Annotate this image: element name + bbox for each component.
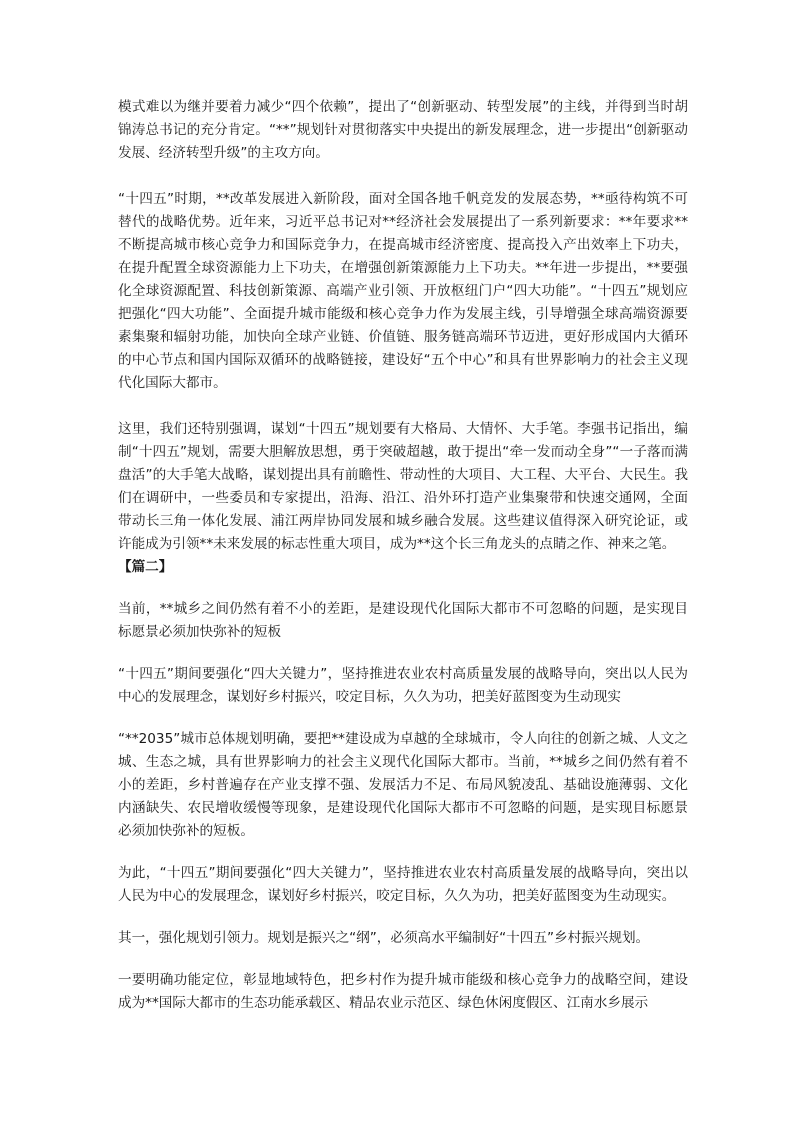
paragraph-urban-rural-gap-summary: 当前，**城乡之间仍然有着不小的差距，是建设现代化国际大都市不可忽略的问题，是实现目标愿景必须加快弥补的短板 — [118, 601, 688, 640]
document-page — [118, 96, 688, 1015]
paragraph-clarify-function: 一要明确功能定位，彰显地域特色，把乡村作为提升城市能级和核心竞争力的战略空间，建设成为**国际大都市的生态功能承载区、精品农业示范区、绿色休闲度假区、江南水乡展示 — [118, 972, 688, 1011]
paragraph-intro-continuation: 模式难以为继并要着力减少“四个依赖”，提出了“创新驱动、转型发展”的主线，并得到当时胡锦涛总书记的充分肯定。“**”规划针对贯彻落实中央提出的新发展理念，进一步提出“创新驱动发展、经济转型升级”的主攻方向。 — [118, 99, 688, 161]
paragraph-2035-master-plan: “**2035”城市总体规划明确，要把**建设成为卓越的全球城市，令人向往的创新之城、人文之城、生态之城，具有世界影响力的社会主义现代化国际大都市。当前，**城乡之间仍然有着不小的差距，乡村普遍存在产业支撑不强、发展活力不足、布局风貌凌乱、基础设施薄弱、文化内涵缺失、农民增收缓慢等现象，是建设现代化国际大都市不可忽略的问题，是实现目标愿景必须加快弥补的短板。 — [118, 731, 688, 839]
paragraph-first-planning-guidance: 其一，强化规划引领力。规划是振兴之“纲”，必须高水平编制好“十四五”乡村振兴规划。 — [118, 930, 650, 946]
section-heading-part-two: 【篇二】 — [118, 559, 173, 575]
paragraph-fourteenth-five-year-period: “十四五”时期，**改革发展进入新阶段，面对全国各地千帆竞发的发展态势，**亟待构筑不可替代的战略优势。近年来，习近平总书记对**经济社会发展提出了一系列新要求：**年要求**不断提高城市核心竞争力和国际竞争力，在提高城市经济密度、提高投入产出效率上下功夫，在提升配置全球资源能力上下功夫，在增强创新策源能力上下功夫。**年进一步提出，**要强化全球资源配置、科技创新策源、高端产业引领、开放枢纽门户“四大功能”。“十四五”规划应把强化“四大功能”、全面提升城市能级和核心竞争力作为发展主线，引导增强全球高端资源要素集聚和辐射功能，加快向全球产业链、价值链、服务链高端环节迈进，更好形成国内大循环的中心节点和国内国际双循环的战略链接，建设好“五个中心”和具有世界影响力的社会主义现代化国际大都市。 — [118, 191, 688, 391]
paragraph-grand-strategy: 这里，我们还特别强调，谋划“十四五”规划要有大格局、大情怀、大手笔。李强书记指出，编制“十四五”规划，需要大胆解放思想，勇于突破超越，敢于提出“牵一发而动全身”“一子落而满盘活”的大手笔大战略，谋划提出具有前瞻性、带动性的大项目、大工程、大平台、大民生。我们在调研中，一些委员和专家提出，沿海、沿江、沿外环打造产业集聚带和快速交通网，全面带动长三角一体化发展、浦江两岸协同发展和城乡融合发展。这些建议值得深入研究论证，或许能成为引领**未来发展的标志性重大项目，成为**这个长三角龙头的点睛之作、神来之笔。 — [118, 421, 688, 552]
paragraph-therefore: 为此，“十四五”期间要强化“四大关键力”，坚持推进农业农村高质量发展的战略导向，突出以人民为中心的发展理念，谋划好乡村振兴，咬定目标，久久为功，把美好蓝图变为生动现实。 — [118, 865, 688, 904]
paragraph-four-key-forces-summary: “十四五”期间要强化“四大关键力”，坚持推进农业农村高质量发展的战略导向，突出以人民为中心的发展理念，谋划好乡村振兴，咬定目标，久久为功，把美好蓝图变为生动现实 — [118, 666, 688, 705]
